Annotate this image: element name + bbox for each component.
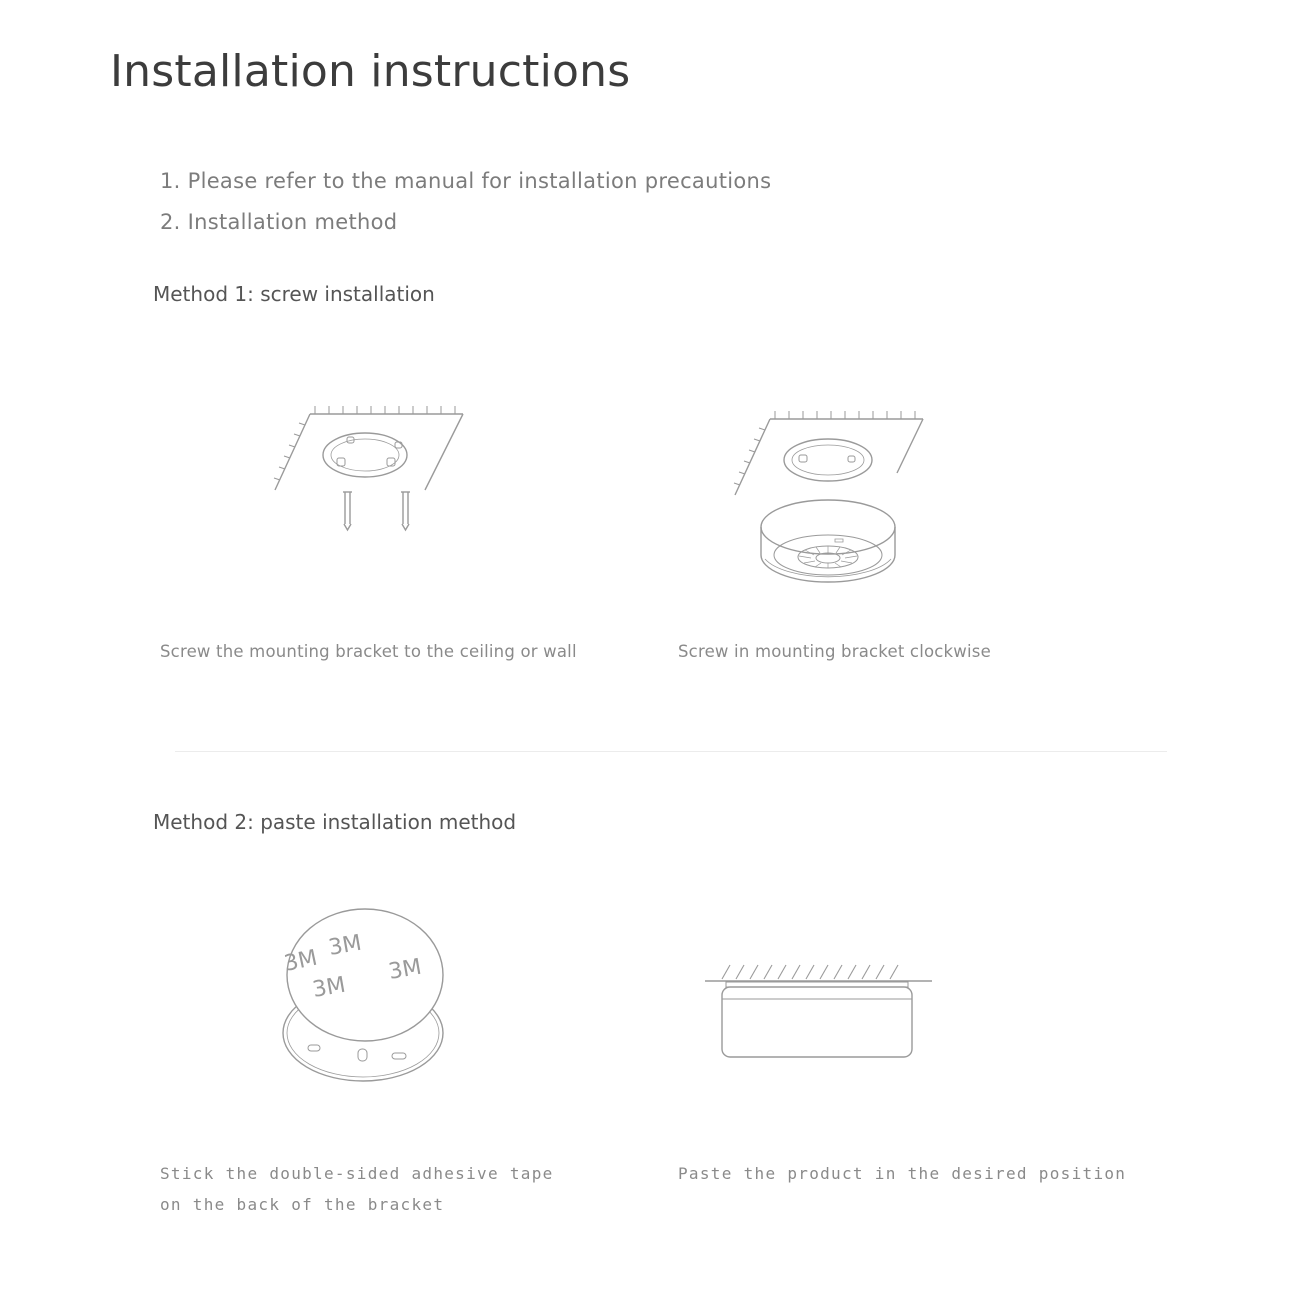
tape-label: 3M (282, 945, 320, 977)
caption-stick-tape-line-1: Stick the double-sided adhesive tape (160, 1164, 554, 1183)
step-item-precautions: 1. Please refer to the manual for installation precautions (160, 169, 772, 193)
method-2-heading: Method 2: paste installation method (153, 810, 517, 834)
adhesive-tape-3m-illustration (280, 905, 450, 1090)
method-1-heading: Method 1: screw installation (153, 282, 435, 306)
product-pasted-ceiling-illustration (700, 955, 940, 1065)
tape-label: 3M (310, 972, 348, 1003)
page-title: Installation instructions (110, 46, 631, 97)
bracket-ceiling-screws-illustration (265, 400, 475, 540)
step-item-installation-method: 2. Installation method (160, 210, 398, 234)
caption-stick-tape-line-2: on the back of the bracket (160, 1195, 445, 1214)
detector-bracket-clockwise-illustration (725, 405, 935, 605)
section-divider (175, 751, 1167, 752)
caption-stick-tape (160, 1158, 554, 1220)
caption-screw-clockwise: Screw in mounting bracket clockwise (678, 642, 991, 661)
tape-label: 3M (326, 930, 364, 961)
caption-screw-bracket: Screw the mounting bracket to the ceiling or wall (160, 642, 577, 661)
caption-paste-product: Paste the product in the desired position (678, 1164, 1127, 1183)
tape-label: 3M (386, 954, 424, 985)
